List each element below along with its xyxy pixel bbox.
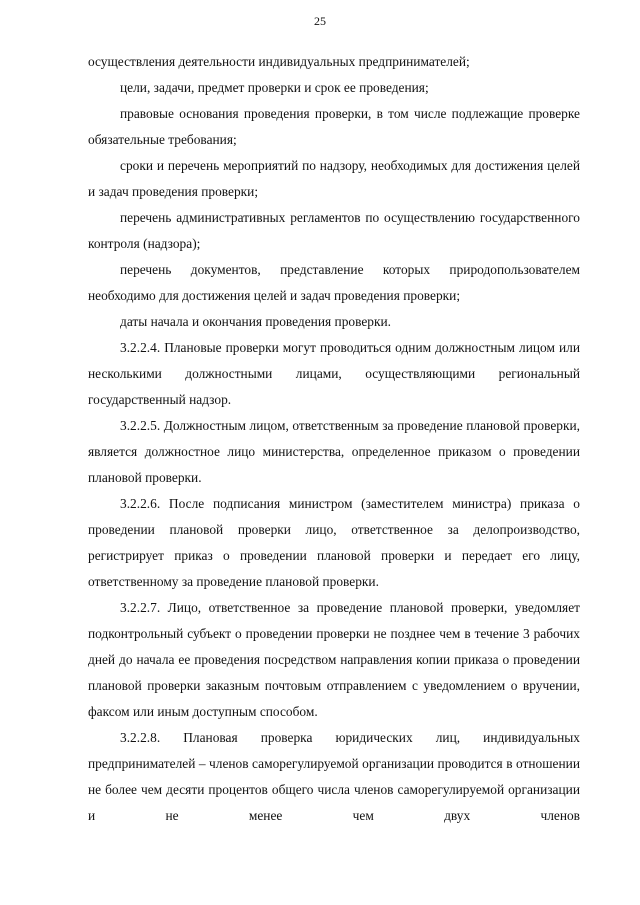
paragraph: сроки и перечень мероприятий по надзору, необходимых для достижения целей и задач проведения проверки;	[88, 158, 580, 199]
page-number: 25	[314, 14, 326, 28]
paragraph: даты начала и окончания проведения проверки.	[120, 314, 391, 329]
paragraph: правовые основания проведения проверки, в том числе подлежащие проверке обязательные требования;	[88, 106, 580, 147]
paragraph-3-2-2-7: 3.2.2.7. Лицо, ответственное за проведение плановой проверки, уведомляет подконтрольный субъект о проведении проверки не позднее чем в течение 3 рабочих дней до начала ее проведения посредством направления копии приказа о проведении плановой проверки заказным почтовым отправлением с уведомлением о вручении, факсом или иным доступным способом.	[88, 600, 580, 719]
paragraph: осуществления деятельности индивидуальных предпринимателей;	[88, 54, 470, 69]
paragraph-3-2-2-8: 3.2.2.8. Плановая проверка юридических лиц, индивидуальных предпринимателей – членов саморегулируемой организации проводится в отношении не более чем десяти процентов общего числа членов саморегулируемой организации и не менее чем двух членов	[88, 730, 580, 823]
paragraph-3-2-2-4: 3.2.2.4. Плановые проверки могут проводиться одним должностным лицом или несколькими должностными лицами, осуществляющими региональный государственный надзор.	[88, 340, 580, 407]
paragraph: цели, задачи, предмет проверки и срок ее проведения;	[120, 80, 429, 95]
document-body	[88, 49, 580, 829]
paragraph-3-2-2-5: 3.2.2.5. Должностным лицом, ответственным за проведение плановой проверки, является должностное лицо министерства, определенное приказом о проведении плановой проверки.	[88, 418, 580, 485]
paragraph: перечень административных регламентов по осуществлению государственного контроля (надзора);	[88, 210, 580, 251]
paragraph: перечень документов, представление которых природопользователем необходимо для достижения целей и задач проведения проверки;	[88, 262, 580, 303]
paragraph-3-2-2-6: 3.2.2.6. После подписания министром (заместителем министра) приказа о проведении плановой проверки лицо, ответственное за делопроизводство, регистрирует приказ о проведении плановой проверки и передает его лицу, ответственному за проведение плановой проверки.	[88, 496, 580, 589]
